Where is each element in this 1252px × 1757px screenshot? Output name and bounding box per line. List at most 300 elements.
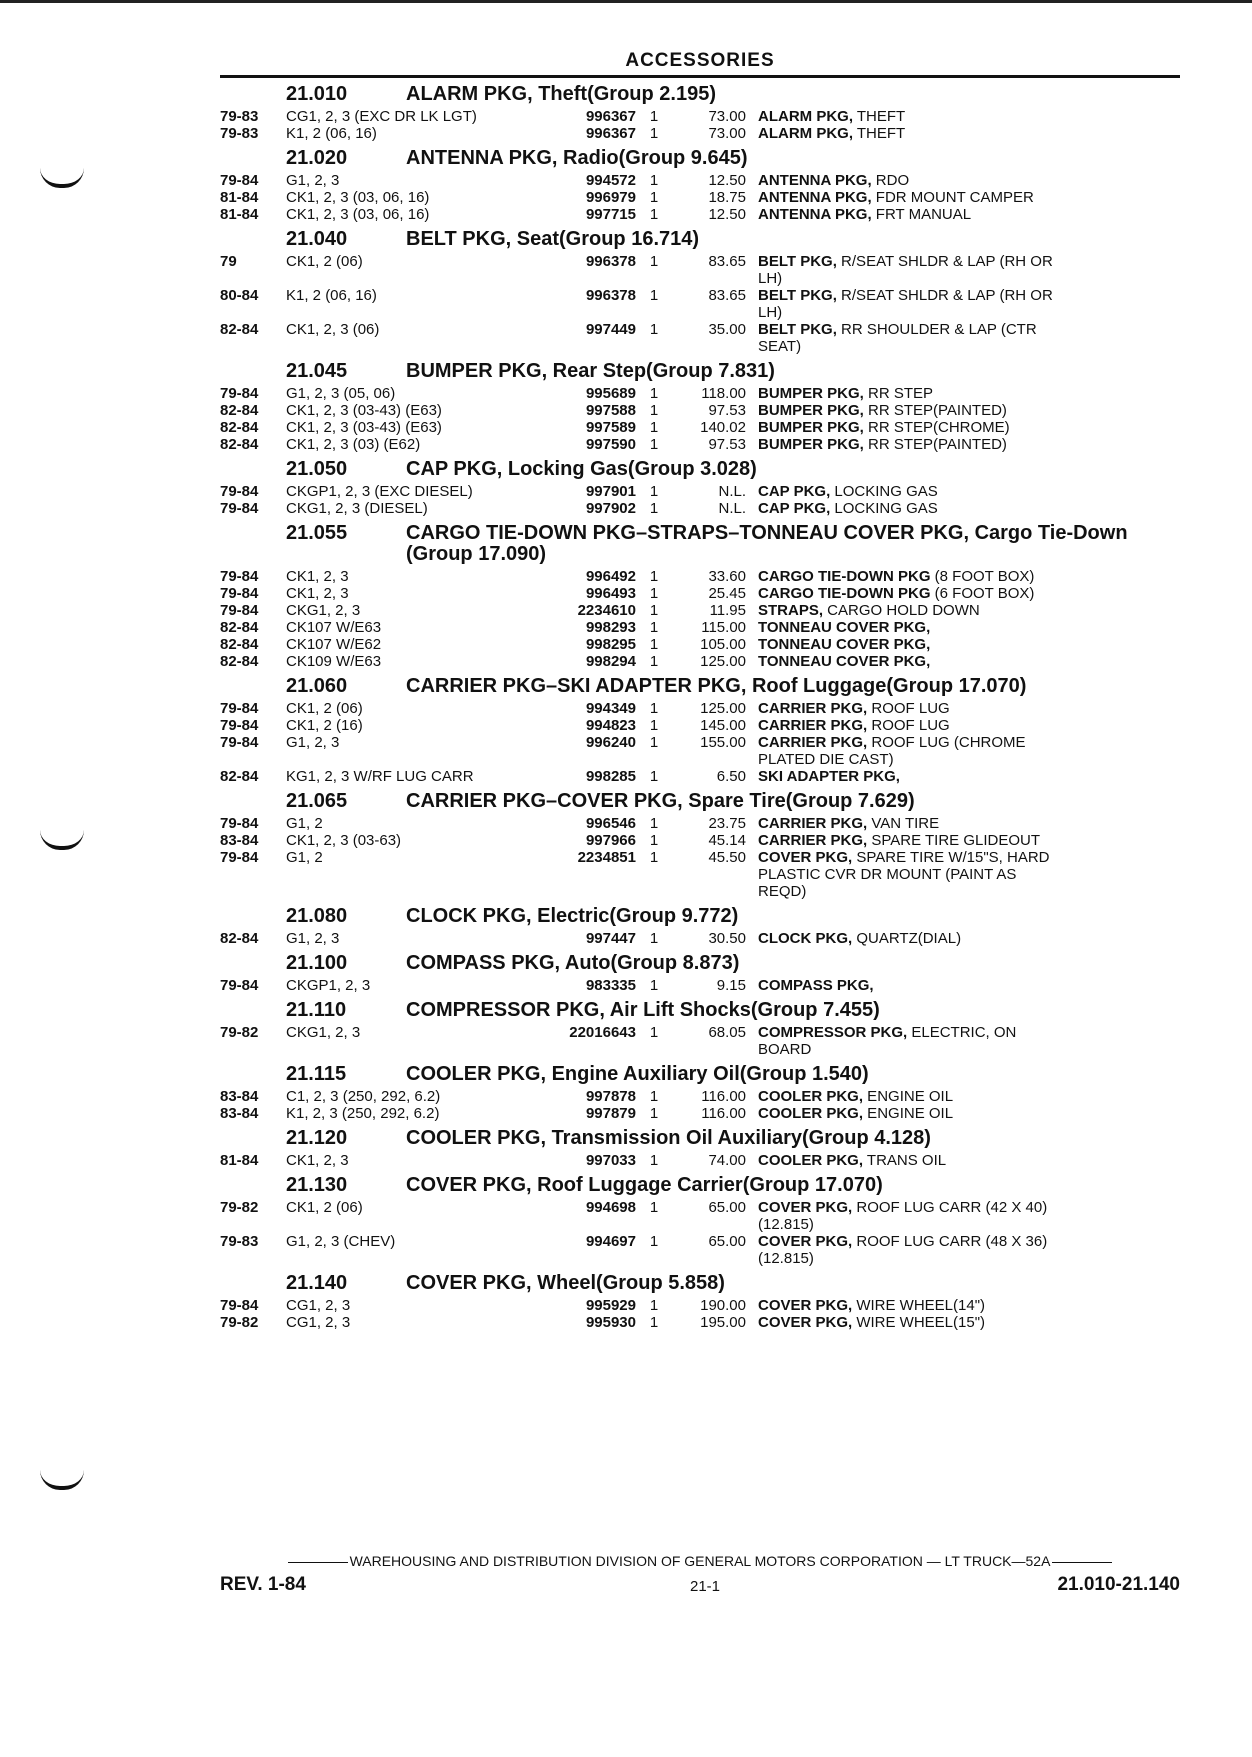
- model-codes: K1, 2 (06, 16): [286, 287, 377, 304]
- part-row: [220, 172, 1180, 189]
- part-row: [220, 1152, 1180, 1169]
- description-bold: BELT PKG,: [758, 287, 837, 304]
- catalog-section: [220, 1273, 1180, 1331]
- part-description: [758, 321, 1180, 355]
- part-description: [758, 700, 1180, 717]
- price: 35.00: [708, 321, 746, 338]
- price: 12.50: [708, 206, 746, 223]
- price: 30.50: [708, 930, 746, 947]
- description-bold: CARRIER PKG,: [758, 832, 868, 849]
- description-bold: BELT PKG,: [758, 253, 837, 270]
- model-codes: CK1, 2, 3 (03, 06, 16): [286, 206, 430, 223]
- quantity: 1: [649, 653, 659, 670]
- part-row: [220, 189, 1180, 206]
- catalog-section: [220, 676, 1180, 785]
- quantity: 1: [649, 734, 659, 751]
- quantity: 1: [649, 849, 659, 866]
- model-years: 82-84: [220, 321, 259, 338]
- description-detail: (6 FOOT BOX): [930, 585, 1035, 602]
- part-row: [220, 1314, 1180, 1331]
- model-years: 79-84: [220, 700, 259, 717]
- part-description: [758, 977, 1180, 994]
- part-description: [758, 768, 1180, 785]
- description-detail: ROOF LUG: [867, 700, 950, 717]
- model-codes: CK1, 2, 3: [286, 585, 349, 602]
- model-years: 82-84: [220, 636, 259, 653]
- price: 74.00: [708, 1152, 746, 1169]
- description-bold: STRAPS,: [758, 602, 824, 619]
- model-years: 79-82: [220, 1199, 259, 1216]
- part-number: 996367: [585, 125, 636, 142]
- description-detail: ROOF LUG (CHROME PLATED DIE CAST): [758, 734, 1026, 768]
- part-row: [220, 1088, 1180, 1105]
- section-title: BUMPER PKG, Rear Step(Group 7.831): [406, 360, 775, 382]
- price: 140.02: [700, 419, 746, 436]
- description-detail: ROOF LUG CARR (42 X 40) (12.815): [758, 1199, 1048, 1233]
- section-heading: [220, 676, 1180, 697]
- part-description: [758, 930, 1180, 947]
- part-number: 994697: [585, 1233, 636, 1250]
- model-years: 79-84: [220, 483, 259, 500]
- description-detail: THEFT: [853, 108, 906, 125]
- model-years: 79-84: [220, 1297, 259, 1314]
- quantity: 1: [649, 1297, 659, 1314]
- part-number: 998294: [585, 653, 636, 670]
- page-title: ACCESSORIES: [625, 50, 775, 71]
- section-number: 21.080: [286, 905, 348, 927]
- section-heading: [220, 953, 1180, 974]
- description-bold: COOLER PKG,: [758, 1088, 864, 1105]
- model-years: 81-84: [220, 189, 259, 206]
- section-title: COVER PKG, Wheel(Group 5.858): [406, 1272, 725, 1294]
- part-row: [220, 253, 1180, 287]
- model-years: 79-83: [220, 125, 259, 142]
- part-number: 996492: [585, 568, 636, 585]
- description-detail: FDR MOUNT CAMPER: [871, 189, 1034, 206]
- part-number: 996546: [585, 815, 636, 832]
- catalog-section: [220, 459, 1180, 517]
- section-number: 21.120: [286, 1127, 348, 1149]
- description-bold: ALARM PKG,: [758, 108, 853, 125]
- description-detail: R/SEAT SHLDR & LAP (RH OR LH): [758, 287, 1053, 321]
- quantity: 1: [649, 717, 659, 734]
- price: 115.00: [701, 619, 746, 636]
- model-years: 79-84: [220, 585, 259, 602]
- price: 25.45: [708, 585, 746, 602]
- model-codes: G1, 2, 3: [286, 172, 340, 189]
- model-years: 79-84: [220, 717, 259, 734]
- description-bold: CLOCK PKG,: [758, 930, 853, 947]
- description-bold: CAP PKG,: [758, 483, 831, 500]
- part-row: [220, 500, 1180, 517]
- part-row: [220, 1024, 1180, 1058]
- part-number: 995929: [585, 1297, 636, 1314]
- model-years: 82-84: [220, 930, 259, 947]
- price: 23.75: [708, 815, 746, 832]
- quantity: 1: [649, 619, 659, 636]
- quantity: 1: [649, 385, 659, 402]
- quantity: 1: [649, 1105, 659, 1122]
- section-number: 21.020: [286, 147, 348, 169]
- section-number: 21.040: [286, 228, 348, 250]
- description-detail: ROOF LUG: [867, 717, 950, 734]
- price: 116.00: [701, 1105, 746, 1122]
- part-description: [758, 619, 1180, 636]
- section-number: 21.045: [286, 360, 348, 382]
- model-codes: CKGP1, 2, 3: [286, 977, 371, 994]
- section-title: CLOCK PKG, Electric(Group 9.772): [406, 905, 739, 927]
- part-number: 998285: [585, 768, 636, 785]
- model-codes: CK109 W/E63: [286, 653, 382, 670]
- quantity: 1: [649, 832, 659, 849]
- part-row: [220, 977, 1180, 994]
- part-description: [758, 1233, 1180, 1267]
- model-years: 79-83: [220, 1233, 259, 1250]
- model-codes: CK1, 2 (16): [286, 717, 363, 734]
- section-heading: [220, 148, 1180, 169]
- part-row: [220, 849, 1180, 900]
- part-description: [758, 585, 1180, 602]
- description-bold: CARGO TIE-DOWN PKG: [758, 568, 931, 585]
- price: 105.00: [700, 636, 746, 653]
- part-description: [758, 815, 1180, 832]
- section-title: CAP PKG, Locking Gas(Group 3.028): [406, 458, 757, 480]
- model-years: 79-84: [220, 734, 259, 751]
- part-row: [220, 602, 1180, 619]
- part-description: [758, 172, 1180, 189]
- part-row: [220, 636, 1180, 653]
- part-row: [220, 832, 1180, 849]
- catalog-section: [220, 148, 1180, 223]
- part-description: [758, 1105, 1180, 1122]
- part-number: 22016643: [569, 1024, 636, 1041]
- price: 45.50: [708, 849, 746, 866]
- model-years: 81-84: [220, 206, 259, 223]
- part-description: [758, 402, 1180, 419]
- description-detail: RR STEP: [863, 385, 934, 402]
- price: 18.75: [708, 189, 746, 206]
- catalog-section: [220, 953, 1180, 994]
- footer-range: 21.010-21.140: [1057, 1574, 1180, 1595]
- model-codes: CK1, 2 (06): [286, 253, 363, 270]
- price: 125.00: [700, 653, 746, 670]
- quantity: 1: [649, 1233, 659, 1250]
- catalog-section: [220, 906, 1180, 947]
- section-number: 21.100: [286, 952, 348, 974]
- part-description: [758, 1088, 1180, 1105]
- part-number: 996979: [585, 189, 636, 206]
- quantity: 1: [649, 253, 659, 270]
- model-years: 79-82: [220, 1314, 259, 1331]
- model-codes: CK107 W/E63: [286, 619, 382, 636]
- part-row: [220, 1199, 1180, 1233]
- quantity: 1: [649, 602, 659, 619]
- description-bold: TONNEAU COVER PKG,: [758, 619, 931, 636]
- description-bold: ANTENNA PKG,: [758, 172, 872, 189]
- description-bold: BELT PKG,: [758, 321, 837, 338]
- footer-division: [220, 1553, 1180, 1569]
- description-detail: RR STEP(PAINTED): [863, 436, 1007, 453]
- top-border-rule: [0, 0, 1252, 3]
- part-number: 997447: [585, 930, 636, 947]
- description-bold: CARGO TIE-DOWN PKG: [758, 585, 931, 602]
- model-years: 83-84: [220, 1105, 259, 1122]
- part-row: [220, 1105, 1180, 1122]
- description-bold: CARRIER PKG,: [758, 700, 868, 717]
- model-codes: CK1, 2, 3 (03, 06, 16): [286, 189, 430, 206]
- part-description: [758, 385, 1180, 402]
- description-detail: ROOF LUG CARR (48 X 36) (12.815): [758, 1233, 1048, 1267]
- part-row: [220, 483, 1180, 500]
- quantity: 1: [649, 815, 659, 832]
- section-number: 21.055: [286, 522, 348, 544]
- price: 11.95: [709, 602, 746, 619]
- part-row: [220, 717, 1180, 734]
- model-years: 79-84: [220, 602, 259, 619]
- model-codes: KG1, 2, 3 W/RF LUG CARR: [286, 768, 474, 785]
- description-detail: QUARTZ(DIAL): [852, 930, 962, 947]
- section-heading: [220, 791, 1180, 812]
- model-codes: CK1, 2 (06): [286, 700, 363, 717]
- part-number: 994349: [585, 700, 636, 717]
- part-number: 995930: [585, 1314, 636, 1331]
- catalog-section: [220, 229, 1180, 355]
- model-years: 80-84: [220, 287, 259, 304]
- price: 68.05: [708, 1024, 746, 1041]
- part-number: 996378: [585, 287, 636, 304]
- model-years: 79-84: [220, 977, 259, 994]
- part-row: [220, 206, 1180, 223]
- quantity: 1: [649, 1199, 659, 1216]
- quantity: 1: [649, 321, 659, 338]
- model-years: 79-84: [220, 568, 259, 585]
- section-heading: [220, 229, 1180, 250]
- part-row: [220, 402, 1180, 419]
- model-codes: CG1, 2, 3 (EXC DR LK LGT): [286, 108, 477, 125]
- part-number: 997879: [585, 1105, 636, 1122]
- description-detail: RR STEP(CHROME): [863, 419, 1010, 436]
- model-codes: CK1, 2 (06): [286, 1199, 363, 1216]
- model-codes: G1, 2: [286, 849, 323, 866]
- model-codes: CK107 W/E62: [286, 636, 382, 653]
- model-years: 79-84: [220, 172, 259, 189]
- part-description: [758, 1297, 1180, 1314]
- catalog-page: [220, 50, 1180, 1335]
- price: 145.00: [700, 717, 746, 734]
- part-description: [758, 653, 1180, 670]
- quantity: 1: [649, 172, 659, 189]
- part-row: [220, 419, 1180, 436]
- model-years: 81-84: [220, 1152, 259, 1169]
- catalog-section: [220, 84, 1180, 142]
- quantity: 1: [649, 500, 659, 517]
- description-bold: BUMPER PKG,: [758, 385, 864, 402]
- price: 6.50: [716, 768, 746, 785]
- part-description: [758, 832, 1180, 849]
- part-number: 996378: [585, 253, 636, 270]
- quantity: 1: [649, 419, 659, 436]
- description-detail: (8 FOOT BOX): [930, 568, 1035, 585]
- model-codes: CKGP1, 2, 3 (EXC DIESEL): [286, 483, 473, 500]
- description-bold: COVER PKG,: [758, 1314, 853, 1331]
- price: 12.50: [708, 172, 746, 189]
- part-number: 997590: [585, 436, 636, 453]
- description-bold: COOLER PKG,: [758, 1152, 864, 1169]
- quantity: 1: [649, 1024, 659, 1041]
- price: N.L.: [718, 500, 746, 517]
- description-bold: COVER PKG,: [758, 1199, 853, 1216]
- model-codes: CK1, 2, 3 (03-43) (E63): [286, 419, 442, 436]
- part-number: 994572: [585, 172, 636, 189]
- part-number: 996493: [585, 585, 636, 602]
- part-number: 997589: [585, 419, 636, 436]
- model-years: 79-84: [220, 849, 259, 866]
- price: 83.65: [708, 287, 746, 304]
- description-detail: CARGO HOLD DOWN: [823, 602, 980, 619]
- quantity: 1: [649, 287, 659, 304]
- description-detail: TRANS OIL: [863, 1152, 947, 1169]
- model-codes: CK1, 2, 3 (06): [286, 321, 380, 338]
- quantity: 1: [649, 125, 659, 142]
- section-title: ANTENNA PKG, Radio(Group 9.645): [406, 147, 748, 169]
- part-description: [758, 189, 1180, 206]
- price: 33.60: [708, 568, 746, 585]
- part-row: [220, 930, 1180, 947]
- catalog-section: [220, 1064, 1180, 1122]
- part-description: [758, 849, 1180, 900]
- quantity: 1: [649, 568, 659, 585]
- part-number: 997449: [585, 321, 636, 338]
- model-codes: CKG1, 2, 3: [286, 602, 361, 619]
- quantity: 1: [649, 768, 659, 785]
- description-detail: SPARE TIRE W/15"S, HARD PLASTIC CVR DR MOUNT (PAINT AS REQD): [758, 849, 1050, 900]
- part-row: [220, 768, 1180, 785]
- price: 118.00: [701, 385, 746, 402]
- model-codes: CG1, 2, 3: [286, 1314, 351, 1331]
- part-number: 998293: [585, 619, 636, 636]
- description-detail: WIRE WHEEL(14"): [852, 1297, 986, 1314]
- model-years: 82-84: [220, 768, 259, 785]
- price: 97.53: [708, 436, 746, 453]
- price: 125.00: [700, 700, 746, 717]
- part-number: 997902: [585, 500, 636, 517]
- description-detail: ENGINE OIL: [863, 1088, 954, 1105]
- section-title: BELT PKG, Seat(Group 16.714): [406, 228, 700, 250]
- section-heading: [220, 1000, 1180, 1021]
- quantity: 1: [649, 189, 659, 206]
- description-detail: ENGINE OIL: [863, 1105, 954, 1122]
- quantity: 1: [649, 402, 659, 419]
- description-detail: ELECTRIC, ON BOARD: [758, 1024, 1017, 1058]
- part-description: [758, 206, 1180, 223]
- description-bold: TONNEAU COVER PKG,: [758, 653, 931, 670]
- model-codes: K1, 2 (06, 16): [286, 125, 377, 142]
- description-detail: VAN TIRE: [867, 815, 940, 832]
- model-years: 83-84: [220, 832, 259, 849]
- section-heading: [220, 361, 1180, 382]
- footer-page-number: 21-1: [690, 1578, 721, 1595]
- model-codes: CK1, 2, 3 (03-43) (E63): [286, 402, 442, 419]
- model-years: 79-83: [220, 108, 259, 125]
- section-number: 21.065: [286, 790, 348, 812]
- quantity: 1: [649, 1314, 659, 1331]
- part-row: [220, 287, 1180, 321]
- section-heading: [220, 1273, 1180, 1294]
- part-number: 998295: [585, 636, 636, 653]
- part-row: [220, 653, 1180, 670]
- part-description: [758, 253, 1180, 287]
- model-years: 82-84: [220, 402, 259, 419]
- part-number: 996240: [585, 734, 636, 751]
- description-bold: COVER PKG,: [758, 1233, 853, 1250]
- price: 45.14: [708, 832, 746, 849]
- description-detail: WIRE WHEEL(15"): [852, 1314, 986, 1331]
- binder-hole-mark: [40, 168, 84, 188]
- model-codes: CKG1, 2, 3 (DIESEL): [286, 500, 428, 517]
- description-bold: CAP PKG,: [758, 500, 831, 517]
- part-number: 997966: [585, 832, 636, 849]
- model-codes: G1, 2, 3: [286, 930, 340, 947]
- quantity: 1: [649, 585, 659, 602]
- model-years: 82-84: [220, 436, 259, 453]
- price: 9.15: [716, 977, 746, 994]
- part-description: [758, 1314, 1180, 1331]
- model-years: 82-84: [220, 419, 259, 436]
- model-codes: G1, 2, 3: [286, 734, 340, 751]
- section-number: 21.130: [286, 1174, 348, 1196]
- section-title: CARRIER PKG–COVER PKG, Spare Tire(Group 7.629): [406, 790, 915, 812]
- model-codes: G1, 2, 3 (05, 06): [286, 385, 396, 402]
- model-codes: CK1, 2, 3 (03) (E62): [286, 436, 421, 453]
- model-codes: CG1, 2, 3: [286, 1297, 351, 1314]
- catalog-section: [220, 1128, 1180, 1169]
- section-number: 21.010: [286, 83, 348, 105]
- description-detail: LOCKING GAS: [830, 500, 938, 517]
- description-bold: CARRIER PKG,: [758, 815, 868, 832]
- model-codes: C1, 2, 3 (250, 292, 6.2): [286, 1088, 441, 1105]
- part-row: [220, 436, 1180, 453]
- part-description: [758, 1152, 1180, 1169]
- footer-division-text: WAREHOUSING AND DISTRIBUTION DIVISION OF GENERAL MOTORS CORPORATION — LT TRUCK—52A: [349, 1553, 1051, 1569]
- part-number: 995689: [585, 385, 636, 402]
- description-bold: CARRIER PKG,: [758, 734, 868, 751]
- part-description: [758, 1199, 1180, 1233]
- model-codes: G1, 2: [286, 815, 323, 832]
- model-years: 82-84: [220, 619, 259, 636]
- part-description: [758, 436, 1180, 453]
- part-description: [758, 717, 1180, 734]
- description-detail: RR SHOULDER & LAP (CTR SEAT): [758, 321, 1037, 355]
- model-codes: CK1, 2, 3: [286, 568, 349, 585]
- model-years: 79: [220, 253, 237, 270]
- section-heading: [220, 1128, 1180, 1149]
- price: 65.00: [708, 1199, 746, 1216]
- sections-list: [220, 84, 1180, 1331]
- section-title: ALARM PKG, Theft(Group 2.195): [406, 83, 717, 105]
- model-codes: CK1, 2, 3 (03-63): [286, 832, 402, 849]
- price: 190.00: [700, 1297, 746, 1314]
- price: 195.00: [700, 1314, 746, 1331]
- description-detail: RDO: [871, 172, 910, 189]
- part-row: [220, 568, 1180, 585]
- section-number: 21.050: [286, 458, 348, 480]
- section-number: 21.060: [286, 675, 348, 697]
- section-title: COOLER PKG, Transmission Oil Auxiliary(Group 4.128): [406, 1127, 931, 1149]
- model-years: 83-84: [220, 1088, 259, 1105]
- description-bold: COMPASS PKG,: [758, 977, 874, 994]
- description-bold: COVER PKG,: [758, 849, 853, 866]
- description-bold: BUMPER PKG,: [758, 402, 864, 419]
